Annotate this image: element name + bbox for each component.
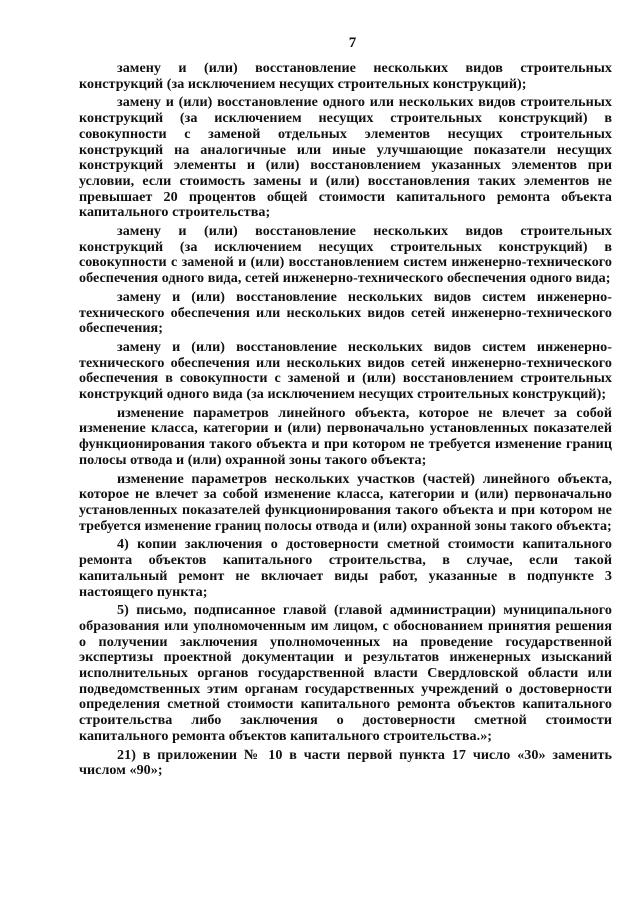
document-body — [79, 61, 612, 779]
paragraph: замену и (или) восстановление одного или нескольких видов строительных конструкций (за исключением несущих строительных конструкций) в совокупности с заменой отдельных элементов несущих строительных конструкций на аналогичные или иные улучшающие показатели несущих конструкций элементы и (или) восстановлением указанных элементов при условии, если стоимость замены и (или) восстановления таких элементов не превышает 20 процентов общей стоимости капитального ремонта объекта капитального строительства; — [79, 94, 612, 221]
paragraph: замену и (или) восстановление нескольких видов систем инженерно-технического обеспечения или нескольких видов сетей инженерно-технического обеспечения; — [79, 288, 612, 337]
paragraph: 4) копии заключения о достоверности сметной стоимости капитального ремонта объектов капитального строительства, в случае, если такой капитальный ремонт не включает виды работ, указанные в подпункте 3 настоящего пункта; — [79, 536, 612, 600]
paragraph: замену и (или) восстановление нескольких видов строительных конструкций (за исключением несущих строительных конструкций); — [79, 60, 612, 92]
paragraph: изменение параметров нескольких участков (частей) линейного объекта, которое не влечет за собой изменение класса, категории и (или) первоначально установленных показателей функционирования такого объекта и при котором не требуется изменение границ полосы отвода и (или) охранной зоны такого объекта; — [79, 470, 612, 534]
paragraph: замену и (или) восстановление нескольких видов систем инженерно-технического обеспечения или нескольких видов сетей инженерно-технического обеспечения в совокупности с заменой и (или) восстановлением строительных конструкций одного вида (за исключением несущих строительных конструкций); — [79, 338, 612, 403]
paragraph: 21) в приложении № 10 в части первой пункта 17 число «30» заменить числом «90»; — [79, 746, 612, 779]
paragraph: 5) письмо, подписанное главой (главой администрации) муниципального образования или уполномоченным им лицом, с обоснованием принятия решения о получении заключения уполномоченных на проведение государственной экспертизы проектной документации и результатов инженерных изысканий исполнительных органов государственной власти Свердловской области или подведомственных этим органам государственных учреждений о достоверности определения сметной стоимости капитального ремонта объектов капитального строительства либо заключения о достоверности сметной стоимости капитального ремонта объектов капитального строительства.»; — [79, 602, 612, 744]
paragraph: изменение параметров линейного объекта, которое не влечет за собой изменение класса, категории и (или) первоначально установленных показателей функционирования такого объекта и при котором не требуется изменение границ полосы отвода и (или) охранной зоны такого объекта; — [79, 404, 612, 468]
paragraph: замену и (или) восстановление нескольких видов строительных конструкций (за исключением несущих строительных конструкций) в совокупности с заменой и (или) восстановлением систем инженерно-технического обеспечения одного вида, сетей инженерно-технического обеспечения одного вида; — [79, 223, 612, 287]
page-number: 7 — [348, 35, 357, 51]
